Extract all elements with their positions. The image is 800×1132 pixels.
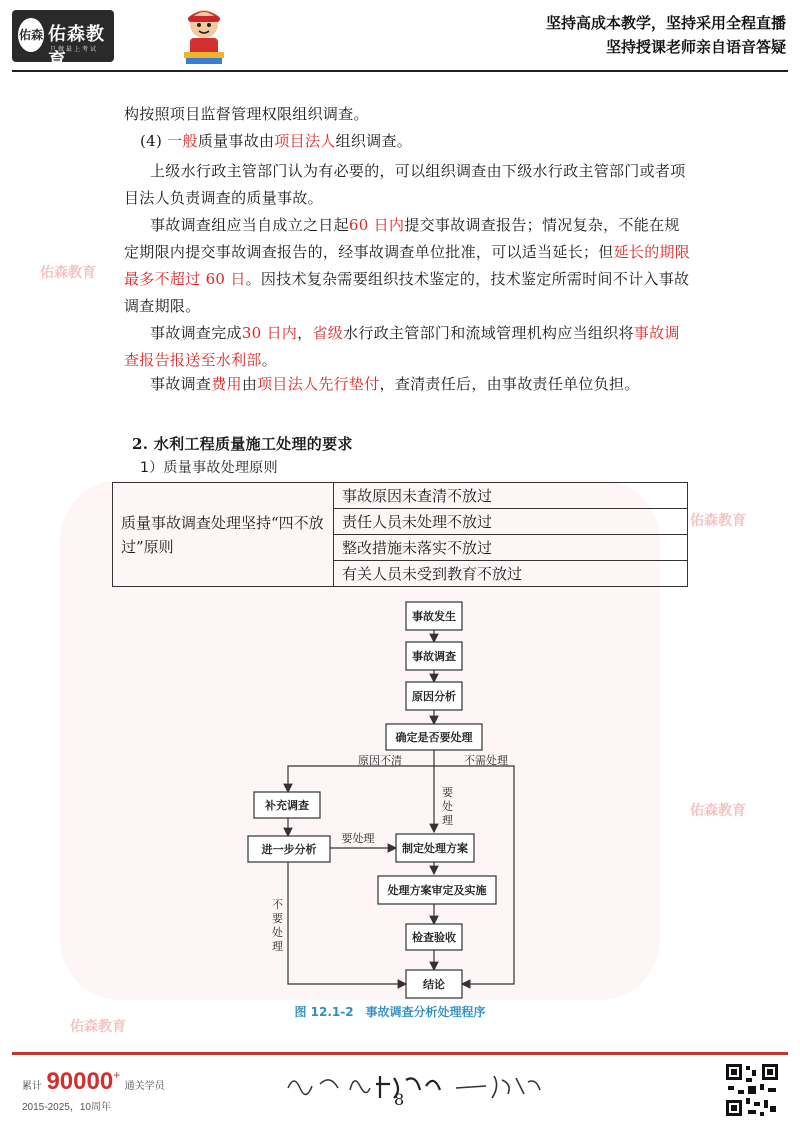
text-run: (4)	[140, 132, 168, 150]
flow-node-occur: 事故发生	[412, 610, 456, 623]
handwritten-signature	[280, 1066, 560, 1102]
table-cell: 责任人员未处理不放过	[334, 509, 688, 535]
text-run: ，查清责任后，由事故责任单位负担。	[379, 375, 640, 393]
text-run: 事故调查完成	[150, 324, 242, 342]
figure-caption: 图 12.1-2 事故调查分析处理程序	[294, 1005, 486, 1019]
paragraph: 构按照项目监督管理权限组织调查。	[124, 105, 369, 123]
logo-mark: 佑森	[18, 18, 44, 52]
qr-code	[724, 1062, 780, 1118]
flow-label-no-handle: 不要处理	[272, 898, 283, 953]
flow-node-inspect: 检查验收	[412, 931, 456, 944]
highlight-text: 费用	[211, 375, 242, 393]
highlight-text: 延长的期限最多不超过 60 日	[124, 243, 691, 288]
watermark-badge: 佑森教育	[70, 1018, 126, 1034]
page-header	[0, 0, 800, 74]
flow-node-supplement: 补充调查	[265, 799, 309, 812]
text-run: 事故调查组应当自成立之日起	[150, 216, 349, 234]
logo-text: 佑森教育	[48, 24, 105, 70]
flow-label-need-vertical: 要处理	[442, 786, 453, 827]
watermark-badge: 佑森教育	[690, 512, 746, 528]
flow-node-decide: 确定是否要处理	[395, 731, 473, 744]
logo-subtext: 只做最上考试	[50, 47, 99, 53]
stats-suffix: 通关学员	[124, 1081, 165, 1092]
footer-divider	[12, 1052, 788, 1055]
text-run: 由	[241, 375, 258, 393]
flow-node-approve: 处理方案审定及实施	[387, 884, 487, 897]
text-run: 事故调查	[150, 375, 212, 393]
highlight-text: 项目法人先行垫付	[257, 375, 380, 393]
section-heading: 2. 水利工程质量施工处理的要求	[132, 435, 353, 453]
page-number: 8	[394, 1090, 405, 1109]
footer-stats	[22, 1068, 165, 1113]
flow-node-further: 进一步分析	[261, 843, 317, 856]
sub-heading: 1）质量事故处理原则	[140, 460, 278, 476]
highlight-text: 60 日内	[348, 216, 405, 234]
slogan-line: 坚持授课老师亲自语音答疑	[605, 39, 786, 56]
flow-node-plan: 制定处理方案	[402, 842, 468, 855]
stats-plus: +	[113, 1068, 121, 1082]
flow-label-unclear: 原因不清	[358, 754, 402, 767]
text-run: ，	[297, 324, 313, 342]
flow-label-no-need: 不需处理	[464, 754, 508, 767]
paragraph	[124, 212, 694, 320]
stats-number: 90000	[46, 1068, 114, 1095]
brand-logo	[12, 10, 114, 70]
table-cell: 整改措施未落实不放过	[334, 535, 688, 561]
stats-prefix: 累计	[22, 1081, 42, 1092]
table-cell: 有关人员未受到教育不放过	[334, 561, 688, 587]
mascot-illustration	[178, 6, 230, 68]
watermark-badge: 佑森教育	[690, 802, 746, 818]
process-flowchart	[240, 596, 540, 1026]
text-run: 。因技术复杂需要组织技术鉴定的，技术鉴定所需时间不计入事故调查期限。	[124, 270, 690, 315]
flow-node-cause: 原因分析	[412, 690, 456, 703]
highlight-text: 省级	[312, 324, 344, 342]
flow-node-investigate: 事故调查	[412, 650, 456, 663]
stats-years: 2015-2025，10周年	[22, 1102, 111, 1113]
paragraph: 上级水行政主管部门认为有必要的，可以组织调查由下级水行政主管部门或者项目法人负责调查的质量事故。	[124, 162, 686, 207]
text-run: 提交事故调查报告；情况复杂，不能在规定期限内提交事故调查报告的，经事故调查单位批准，可以适当延长；但	[124, 216, 680, 261]
text-run: 组织调查。	[335, 132, 413, 150]
paragraph	[140, 131, 710, 151]
flow-node-conclusion: 结论	[423, 978, 445, 991]
table-row	[113, 483, 688, 509]
table-left-cell: 质量事故调查处理坚持“四不放过”原则	[113, 483, 334, 587]
principles-table	[112, 482, 688, 587]
paragraph	[140, 374, 710, 394]
paragraph	[124, 320, 694, 374]
header-divider	[12, 70, 788, 72]
highlight-text: 30 日内	[241, 324, 298, 342]
text-run: 质量事故由	[197, 132, 275, 150]
watermark-badge: 佑森教育	[40, 264, 96, 280]
text-run: 水行政主管部门和流域管理机构应当组织将	[343, 324, 634, 342]
highlight-text: 一般	[167, 132, 198, 150]
table-cell: 事故原因未查清不放过	[334, 483, 688, 509]
header-slogans	[546, 12, 786, 60]
highlight-text: 事故调查报告报送至水利部	[124, 324, 680, 369]
text-run: 。	[261, 351, 278, 369]
highlight-text: 项目法人	[274, 132, 336, 150]
flow-label-need-horizontal: 要处理	[341, 832, 375, 845]
slogan-line: 坚持高成本教学，坚持采用全程直播	[545, 15, 786, 32]
